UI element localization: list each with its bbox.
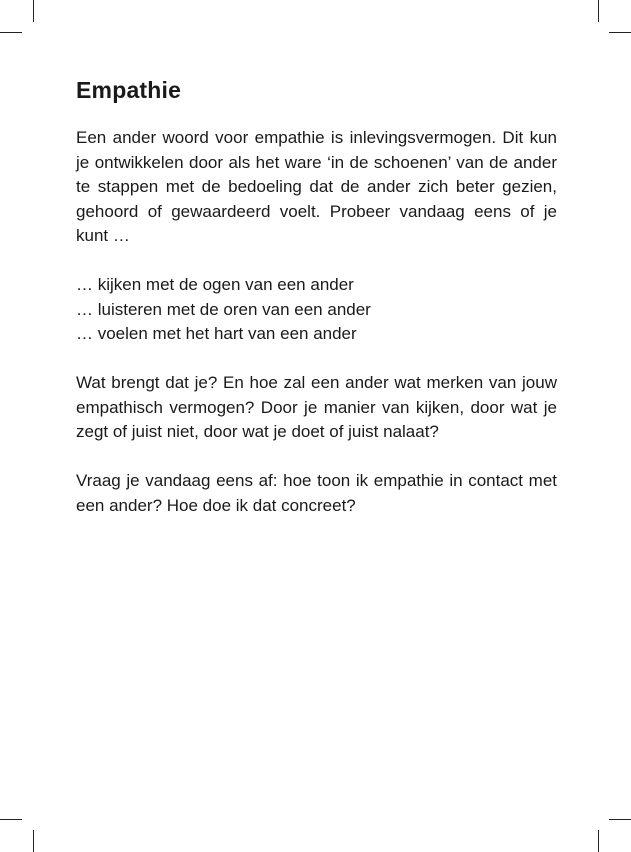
crop-mark-top-right-vertical bbox=[598, 0, 599, 22]
crop-mark-bottom-right-horizontal bbox=[609, 819, 631, 820]
list-item: … voelen met het hart van een ander bbox=[76, 324, 357, 343]
intro-paragraph: Een ander woord voor empathie is inlevingsvermogen. Dit kun je ontwikkelen door als het ware ‘in de schoenen’ van de ander te stappen met de bedoeling dat de ander zich beter gezien, gehoord of gewaardeerd voelt. Probeer vandaag eens of je kunt … bbox=[76, 128, 557, 245]
list-item: … kijken met de ogen van een ander bbox=[76, 275, 354, 294]
exercise-list bbox=[76, 273, 557, 347]
closing-paragraph: Vraag je vandaag eens af: hoe toon ik empathie in contact met een ander? Hoe doe ik dat concreet? bbox=[76, 471, 557, 515]
crop-mark-bottom-left-vertical bbox=[33, 830, 34, 852]
crop-mark-top-left-horizontal bbox=[0, 32, 22, 33]
list-item: … luisteren met de oren van een ander bbox=[76, 299, 371, 319]
page-title: Empathie bbox=[76, 77, 182, 103]
crop-mark-top-right-horizontal bbox=[609, 32, 631, 33]
crop-mark-bottom-left-horizontal bbox=[0, 819, 22, 820]
reflection-paragraph: Wat brengt dat je? En hoe zal een ander wat merken van jouw empathisch vermogen? Door je manier van kijken, door wat je zegt of juist niet, door wat je doet of juist nalaat? bbox=[76, 373, 557, 441]
crop-mark-bottom-right-vertical bbox=[598, 830, 599, 852]
crop-mark-top-left-vertical bbox=[33, 0, 34, 22]
page-content bbox=[76, 76, 557, 543]
